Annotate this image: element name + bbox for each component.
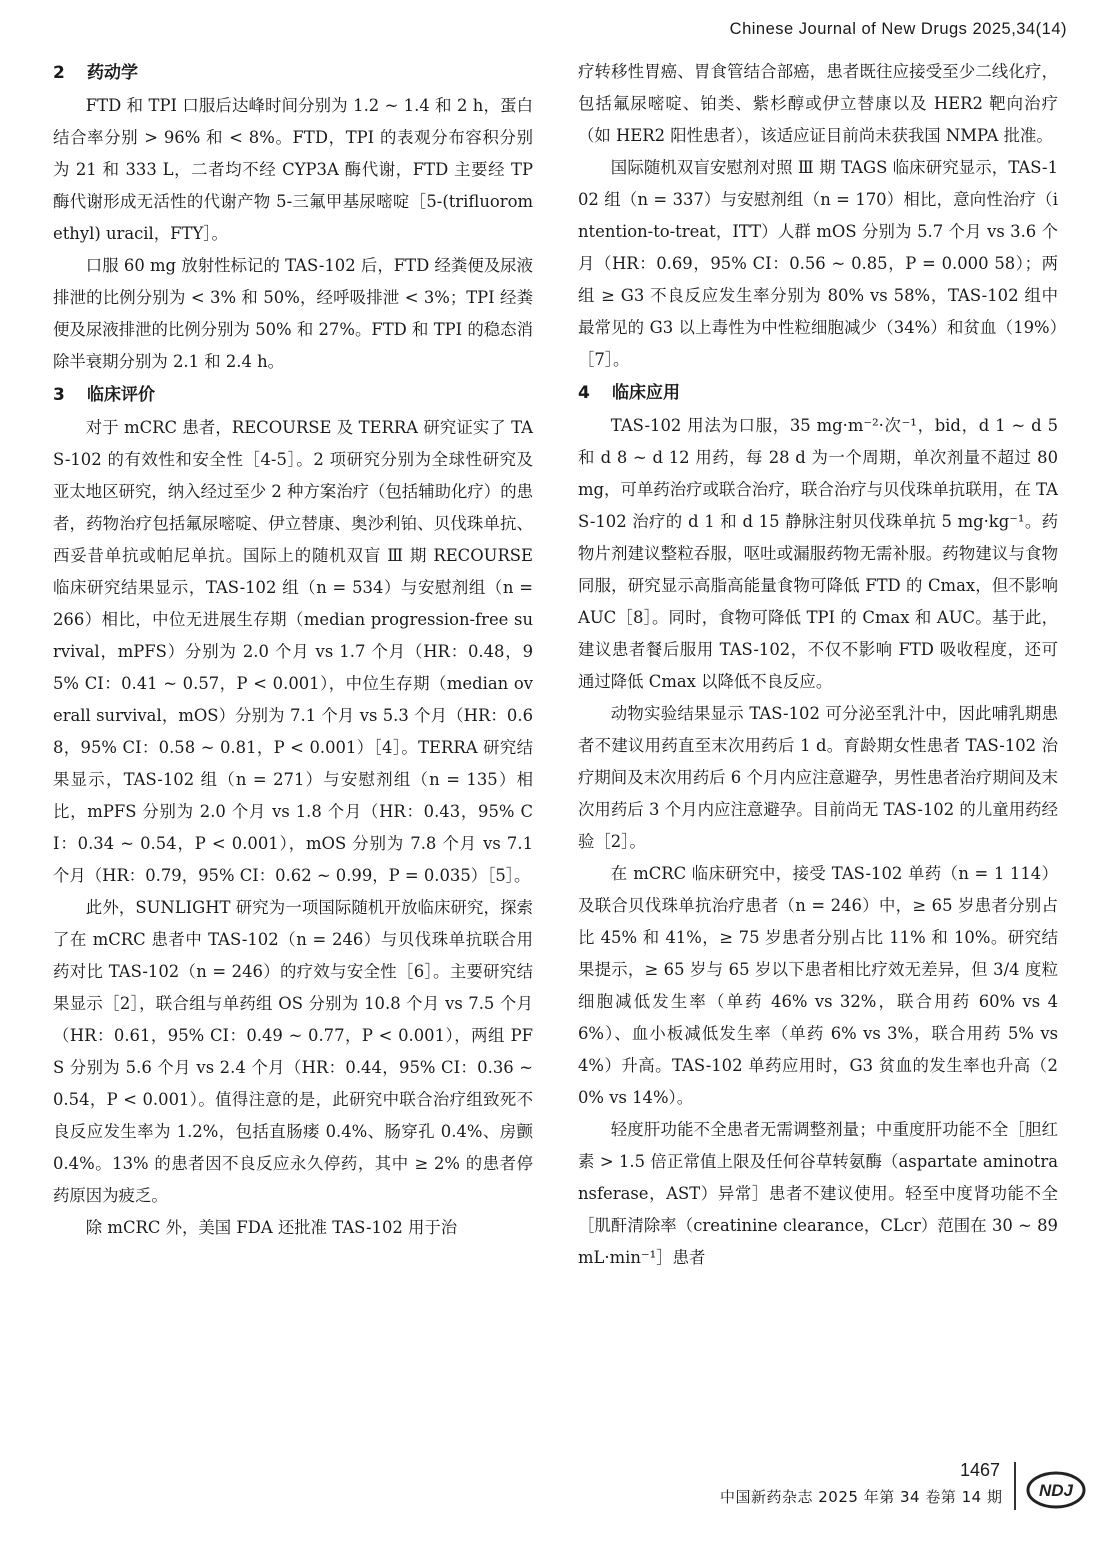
section-number: 2 [53, 63, 65, 83]
paragraph: 对于 mCRC 患者，RECOURSE 及 TERRA 研究证实了 TAS-102 的有效性和安全性［4-5］。2 项研究分别为全球性研究及亚太地区研究，纳入经过至少 2 种方案治疗（包括辅助化疗）的患者，药物治疗包括氟尿嘧啶、伊立替康、奥沙利铂、贝伐珠单抗、西妥昔单抗或帕尼单抗。国际上的随机双盲 Ⅲ 期 RECOURSE 临床研究结果显示，TAS-102 组（n = 534）与安慰剂组（n = 266）相比，中位无进展生存期（median progression-free survival，mPFS）分别为 2.0 个月 vs 1.7 个月（HR：0.48，95% CI：0.41 ~ 0.57，P < 0.001），中位生存期（median overall survival，mOS）分别为 7.1 个月 vs 5.3 个月（HR：0.68，95% CI：0.58 ~ 0.81，P < 0.001）［4］。TERRA 研究结果显示，TAS-102 组（n = 271）与安慰剂组（n = 135）相比，mPFS 分别为 2.0 个月 vs 1.8 个月（HR：0.43，95% CI：0.34 ~ 0.54，P < 0.001），mOS 分别为 7.8 个月 vs 7.1 个月（HR：0.79，95% CI：0.62 ~ 0.99，P = 0.035）［5］。 [53, 418, 533, 885]
section-number: 4 [578, 383, 590, 403]
journal-logo-icon [1024, 1460, 1088, 1512]
section-heading-clinical-application [578, 376, 1058, 410]
page-number: 1467 [960, 1460, 1001, 1480]
section-title: 临床评价 [87, 385, 155, 405]
paragraph: 此外，SUNLIGHT 研究为一项国际随机开放临床研究，探索了在 mCRC 患者中 TAS-102（n = 246）与贝伐珠单抗联合用药对比 TAS-102（n = 246）的疗效与安全性［6］。主要研究结果显示［2］，联合组与单药组 OS 分别为 10.8 个月 vs 7.5 个月（HR：0.61，95% CI：0.49 ~ 0.77，P < 0.001），两组 PFS 分别为 5.6 个月 vs 2.4 个月（HR：0.44，95% CI：0.36 ~ 0.54，P < 0.001）。值得注意的是，此研究中联合治疗组致死不良反应发生率为 1.2%，包括直肠瘘 0.4%、肠穿孔 0.4%、房颤 0.4%。13% 的患者因不良反应永久停药，其中 ≥ 2% 的患者停药原因为疲乏。 [53, 898, 533, 1205]
footer-divider [1014, 1462, 1016, 1510]
section-heading-pharmacokinetics [53, 56, 533, 90]
paragraph-continued: 疗转移性胃癌、胃食管结合部癌，患者既往应接受至少二线化疗，包括氟尿嘧啶、铂类、紫杉醇或伊立替康以及 HER2 靶向治疗（如 HER2 阳性患者），该适应证目前尚未获我国 NMPA 批准。 [578, 62, 1058, 145]
paragraph: TAS-102 用法为口服，35 mg·m⁻²·次⁻¹，bid，d 1 ~ d 5 和 d 8 ~ d 12 用药，每 28 d 为一个周期，单次剂量不超过 80 mg，可单药治疗或联合治疗，联合治疗与贝伐珠单抗联用，在 TAS-102 治疗的 d 1 和 d 15 静脉注射贝伐珠单抗 5 mg·kg⁻¹。药物片剂建议整粒吞服，呕吐或漏服药物无需补服。药物建议与食物同服，研究显示高脂高能量食物可降低 FTD 的 Cmax，但不影响 AUC［8］。同时，食物可降低 TPI 的 Cmax 和 AUC。基于此，建议患者餐后服用 TAS-102，不仅不影响 FTD 吸收程度，还可通过降低 Cmax 以降低不良反应。 [578, 416, 1058, 691]
left-column [53, 56, 533, 1244]
paragraph: 轻度肝功能不全患者无需调整剂量；中重度肝功能不全［胆红素 > 1.5 倍正常值上限及任何谷草转氨酶（aspartate aminotransferase，AST）异常］患者不建议使用。轻至中度肾功能不全［肌酐清除率（creatinine clearance，CLcr）范围在 30 ~ 89 mL·min⁻¹］患者 [578, 1120, 1058, 1267]
section-number: 3 [53, 385, 65, 405]
paragraph: 国际随机双盲安慰剂对照 Ⅲ 期 TAGS 临床研究显示，TAS-102 组（n = 337）与安慰剂组（n = 170）相比，意向性治疗（intention-to-treat，ITT）人群 mOS 分别为 5.7 个月 vs 3.6 个月（HR：0.69，95% CI：0.56 ~ 0.85，P = 0.000 58）；两组 ≥ G3 不良反应发生率分别为 80% vs 58%，TAS-102 组中最常见的 G3 以上毒性为中性粒细胞减少（34%）和贫血（19%）［7］。 [578, 158, 1058, 369]
section-heading-clinical-evaluation [53, 378, 533, 412]
paragraph: 动物实验结果显示 TAS-102 可分泌至乳汁中，因此哺乳期患者不建议用药直至末次用药后 1 d。育龄期女性患者 TAS-102 治疗期间及末次用药后 6 个月内应注意避孕，男性患者治疗期间及末次用药后 3 个月内应注意避孕。目前尚无 TAS-102 的儿童用药经验［2］。 [578, 704, 1058, 851]
section-title: 药动学 [87, 63, 138, 83]
logo-text: NDJ [1038, 1481, 1074, 1500]
running-header: Chinese Journal of New Drugs 2025,34(14) [729, 20, 1067, 38]
right-column [578, 56, 1058, 1274]
journal-footer: 中国新药杂志 2025 年第 34 卷第 14 期 [720, 1488, 1003, 1506]
paragraph: FTD 和 TPI 口服后达峰时间分别为 1.2 ~ 1.4 和 2 h，蛋白结合率分别 > 96% 和 < 8%。FTD，TPI 的表观分布容积分别为 21 和 333 L，二者均不经 CYP3A 酶代谢，FTD 主要经 TP 酶代谢形成无活性的代谢产物 5-三氟甲基尿嘧啶［5-(trifluoromethyl) uracil，FTY］。 [53, 96, 533, 243]
paragraph: 除 mCRC 外，美国 FDA 还批准 TAS-102 用于治 [85, 1218, 458, 1237]
section-title: 临床应用 [612, 383, 680, 403]
paragraph: 口服 60 mg 放射性标记的 TAS-102 后，FTD 经粪便及尿液排泄的比例分别为 < 3% 和 50%，经呼吸排泄 < 3%；TPI 经粪便及尿液排泄的比例分别为 50% 和 27%。FTD 和 TPI 的稳态消除半衰期分别为 2.1 和 2.4 h。 [53, 256, 533, 371]
paragraph: 在 mCRC 临床研究中，接受 TAS-102 单药（n = 1 114）及联合贝伐珠单抗治疗患者（n = 246）中，≥ 65 岁患者分别占比 45% 和 41%，≥ 75 岁患者分别占比 11% 和 10%。研究结果提示，≥ 65 岁与 65 岁以下患者相比疗效无差异，但 3/4 度粒细胞减低发生率（单药 46% vs 32%，联合用药 60% vs 46%）、血小板减低发生率（单药 6% vs 3%，联合用药 5% vs 4%）升高。TAS-102 单药应用时，G3 贫血的发生率也升高（20% vs 14%）。 [578, 864, 1058, 1107]
